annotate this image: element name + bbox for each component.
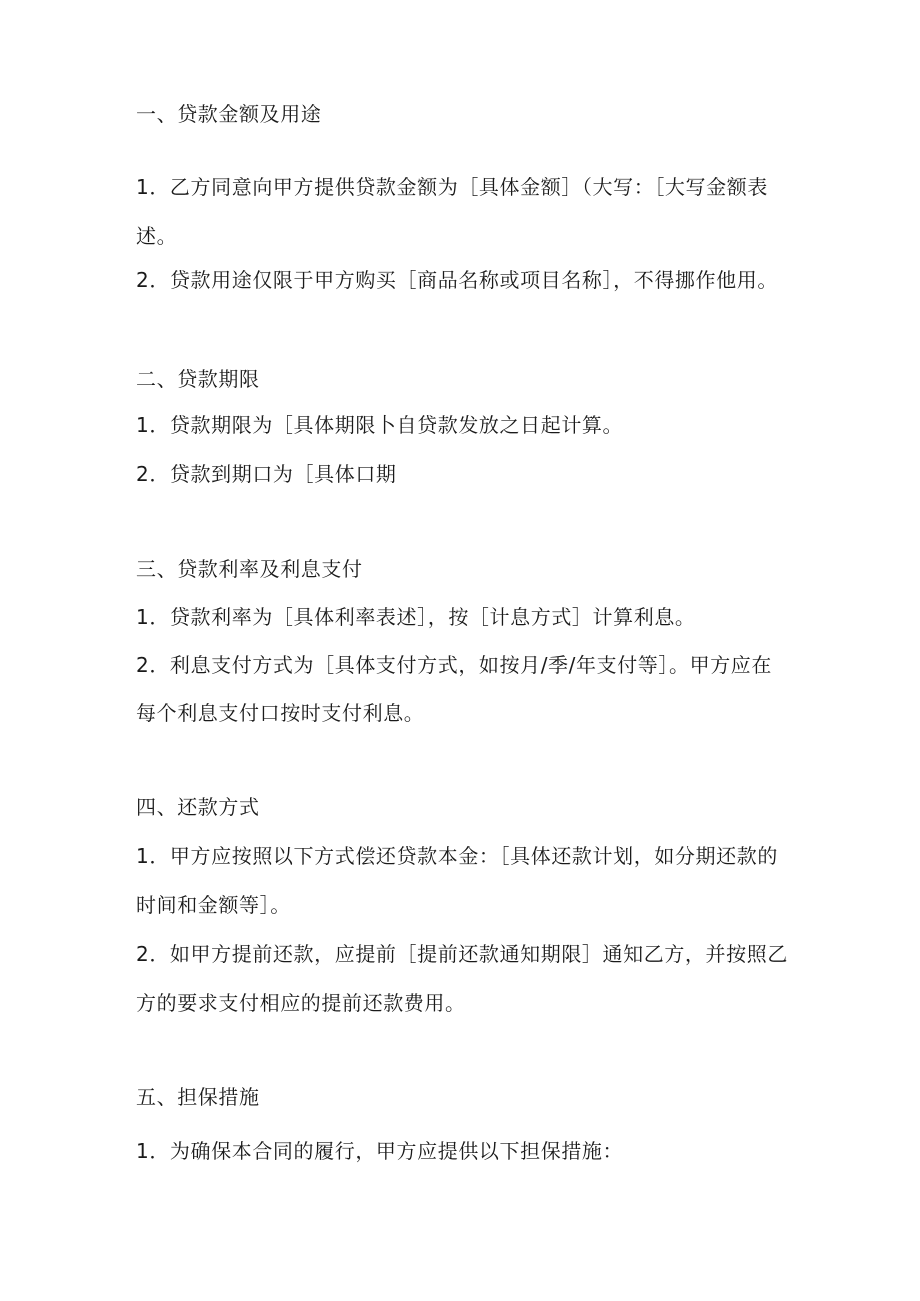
clause-line: 2．贷款用途仅限于甲方购买［商品名称或项目名称］，不得挪作他用。 [136, 268, 778, 292]
clause-line: 2．贷款到期口为［具体口期 [136, 462, 397, 486]
clause-line: 时间和金额等］。 [136, 893, 291, 917]
section-heading-loan-term: 二、贷款期限 [136, 367, 260, 391]
clause-line: 1．甲方应按照以下方式偿还贷款本金：［具体还款计划，如分期还款的 [136, 844, 778, 868]
section-heading-repayment: 四、还款方式 [136, 795, 260, 819]
clause-line: 1．贷款期限为［具体期限卜自贷款发放之日起计算。 [136, 413, 624, 437]
section-heading-loan-amount: 一、贷款金额及用途 [136, 102, 322, 126]
clause-line: 1．为确保本合同的履行，甲方应提供以下担保措施： [136, 1139, 624, 1163]
clause-line: 1．贷款利率为［具体利率表述］，按［计息方式］计算利息。 [136, 605, 696, 629]
clause-line: 方的要求支付相应的提前还款费用。 [136, 991, 466, 1015]
clause-line: 2．如甲方提前还款，应提前［提前还款通知期限］通知乙方，并按照乙 [136, 942, 788, 966]
clause-line: 每个利息支付口按时支付利息。 [136, 701, 425, 725]
clause-line: 述。 [136, 224, 178, 248]
clause-line: 2．利息支付方式为［具体支付方式，如按月/季/年支付等］。甲方应在 [136, 653, 773, 677]
clause-line: 1．乙方同意向甲方提供贷款金额为［具体金额］（大写：［大写金额表 [136, 175, 768, 199]
section-heading-guarantee: 五、担保措施 [136, 1085, 260, 1109]
section-heading-interest: 三、贷款利率及利息支付 [136, 557, 363, 581]
